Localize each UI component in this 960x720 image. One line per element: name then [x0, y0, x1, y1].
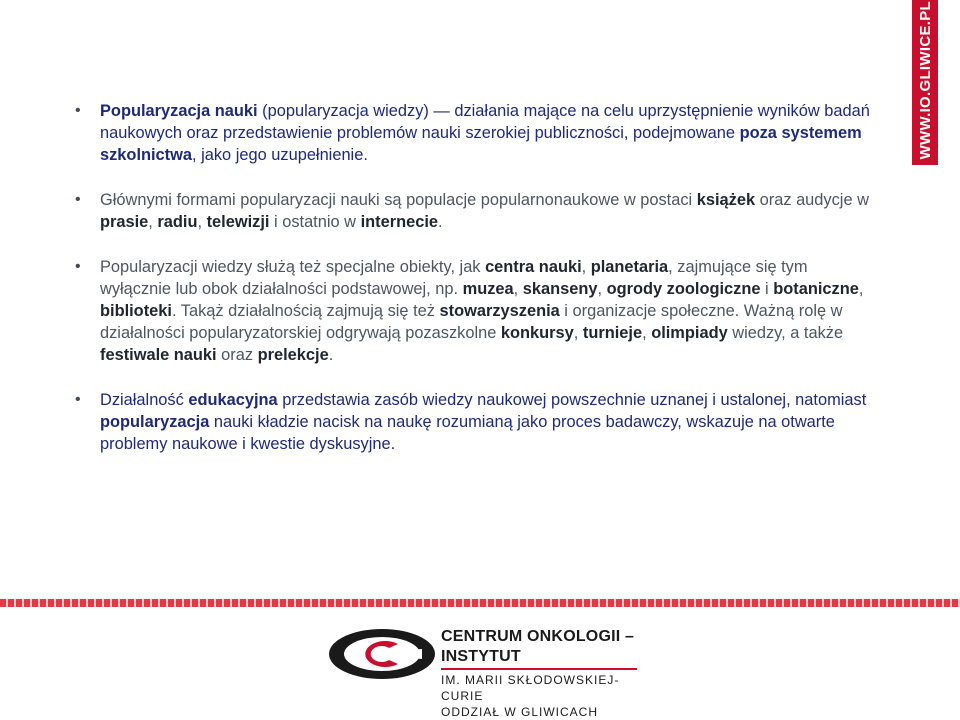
- bold-term: muzea: [462, 280, 514, 298]
- text-run: i organizacje społeczne. Ważną rolę w działalności popularyzatorskiej odgrywają pozaszkolne: [100, 302, 843, 342]
- bold-term: konkursy: [500, 324, 574, 342]
- bold-term: ogrody zoologiczne: [606, 280, 761, 298]
- bullet-list: [100, 100, 880, 478]
- website-url-tab[interactable]: [912, 0, 938, 165]
- text-run: ,: [513, 280, 523, 298]
- text-run: oraz: [216, 346, 258, 364]
- bold-term: popularyzacja: [100, 413, 210, 431]
- text-run: przedstawia zasób wiedzy naukowej powszechnie uznanej i ustalonej, natomiast: [277, 391, 867, 409]
- bold-term: telewizji: [206, 213, 270, 231]
- text-run: i ostatnio w: [269, 213, 361, 231]
- bold-term: skanseny: [522, 280, 598, 298]
- bold-term: festiwale nauki: [100, 346, 217, 364]
- text-run: ,: [148, 213, 158, 231]
- footer-divider: [0, 599, 960, 607]
- text-run: (popularyzacja wiedzy) — działania mające na celu uprzystępnienie wyników badań naukowych oraz przedstawienie problemów nauki szerokiej publiczności, podejmowane: [100, 102, 870, 142]
- logo-text-block: [441, 627, 641, 720]
- text-run: ,: [858, 280, 864, 298]
- text-run: ,: [642, 324, 652, 342]
- text-run: ,: [573, 324, 583, 342]
- text-run: , zajmujące się tym wyłącznie lub obok działalności podstawowej, np.: [100, 258, 808, 298]
- bold-term: stowarzyszenia: [439, 302, 560, 320]
- bold-term: internecie: [360, 213, 438, 231]
- text-run: Głównymi formami popularyzacji nauki są populacje popularnonaukowe w postaci: [100, 191, 697, 209]
- bold-term: centra nauki: [485, 258, 582, 276]
- text-run: .: [438, 213, 443, 231]
- bold-term: Popularyzacja nauki: [100, 102, 258, 120]
- bold-term: biblioteki: [100, 302, 172, 320]
- logo-red-rule: [441, 668, 637, 670]
- text-run: .: [328, 346, 334, 364]
- text-run: wiedzy, a także: [727, 324, 844, 342]
- text-run: ,: [597, 280, 607, 298]
- text-run: . Takąż działalnością zajmują się też: [171, 302, 440, 320]
- logo-institution-name: CENTRUM ONKOLOGII – INSTYTUT: [441, 628, 635, 665]
- bold-term: turnieje: [582, 324, 643, 342]
- text-run: , jako jego uzupełnienie.: [192, 146, 368, 164]
- logo-patron: IM. MARII SKŁODOWSKIEJ-CURIE: [441, 673, 620, 703]
- text-run: oraz audycje w: [755, 191, 869, 209]
- bold-term: radiu: [157, 213, 198, 231]
- text-run: Działalność: [100, 391, 189, 409]
- bold-term: olimpiady: [651, 324, 728, 342]
- bullet-popularization-definition: [100, 100, 880, 166]
- bold-term: prelekcje: [257, 346, 329, 364]
- bold-term: planetaria: [590, 258, 669, 276]
- bold-term: edukacyjna: [188, 391, 278, 409]
- bullet-education-vs-popularization: [100, 389, 880, 455]
- text-run: ,: [197, 213, 207, 231]
- bold-term: książek: [696, 191, 756, 209]
- text-run: Popularyzacji wiedzy służą też specjalne obiekty, jak: [100, 258, 486, 276]
- bold-term: prasie: [100, 213, 149, 231]
- website-url[interactable]: WWW.IO.GLIWICE.PL: [916, 0, 934, 159]
- logo-branch: ODDZIAŁ W GLIWICACH: [441, 705, 599, 719]
- text-run: i: [760, 280, 774, 298]
- text-run: ,: [581, 258, 591, 276]
- oncology-center-logo-icon: [327, 627, 437, 681]
- bullet-special-objects: [100, 256, 880, 366]
- bold-term: poza systemem szkolnictwa: [100, 124, 862, 164]
- text-run: nauki kładzie nacisk na naukę rozumianą jako proces badawczy, wskazuje na otwarte problemy naukowe i kwestie dyskusyjne.: [100, 413, 835, 453]
- bold-term: botaniczne: [773, 280, 859, 298]
- bullet-main-forms: [100, 189, 880, 233]
